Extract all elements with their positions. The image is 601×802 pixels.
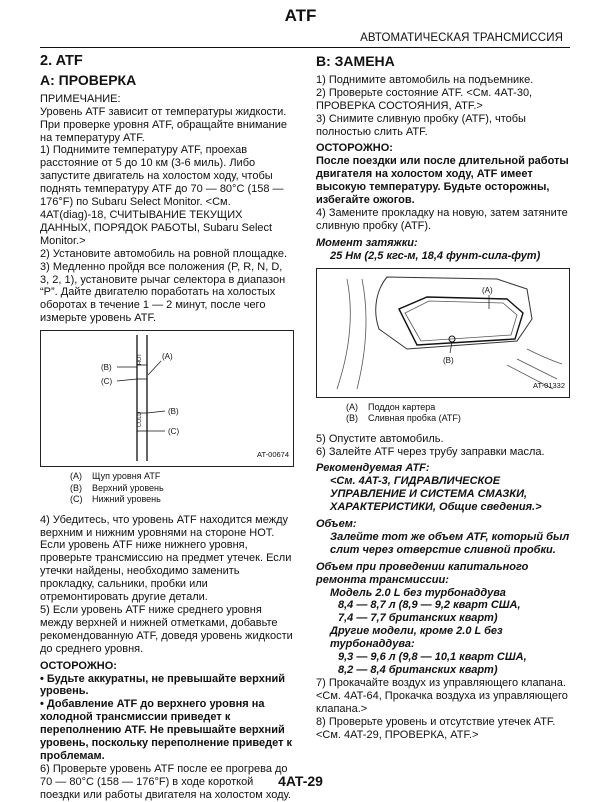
inspect-step-4: 4) Убедитесь, что уровень ATF находится между верхним и нижним уровнями на стороне HOT. Если уровень ATF ниже нижнего уровня, проверьте трансмиссию на предмет утечек. Если утечки найдены, необходимо заменить прокладку, сальники, пробки или отремонтировать другие детали. [40,513,292,604]
left-caution-head: ОСТОРОЖНО: [40,659,117,672]
replace-step-6: 6) Залейте ATF через трубу заправки масла. [316,445,545,458]
volume-head: Объем: [316,518,357,531]
replace-step-4: 4) Замените прокладку на новую, затем затяните сливную пробку (ATF). [316,206,568,232]
fig2-id: AT-01332 [533,380,565,390]
right-column [316,52,570,741]
replacement-title: B: ЗАМЕНА [316,53,395,69]
replace-step-8: 8) Проверьте уровень и отсутствие утечек ATF. <См. 4AT-29, ПРОВЕРКА, ATF.> [316,715,556,741]
fig1-legend-item: (C) Нижний уровень [70,494,161,505]
left-column [40,52,294,802]
fig2-label-a: (A) [482,285,493,295]
fig1-label-a: (A) [162,352,173,362]
torque-value: 25 Нм (2,5 кгс-м, 18,4 фунт-сила-фут) [330,249,541,262]
fig2-legend-item: (B) Сливная пробка (ATF) [346,413,461,424]
left-caution-2: • Добавление ATF до верхнего уровня на холодной трансмиссии приведет к переполнению ATF. Не превышайте верхний уровень, поскольку переполнение приведет к проблемам. [40,698,293,762]
model-2-volume-1: 9,3 — 9,6 л (9,8 — 10,1 кварт США, [338,651,527,664]
fig2-legend-item: (A) Поддон картера [346,401,436,412]
inspect-step-1: 1) Поднимите температуру ATF, проехав расстояние от 5 до 10 км (3-6 миль). Либо запустите двигатель на холостом ходу, чтобы поднять температуру ATF до 70 — 80°C (158 — 176°F) по Subaru Select Monitor. <См. 4AT(diag)-18, СЧИТЫВАНИЕ ТЕКУЩИХ ДАННЫХ, ПОРЯДОК РАБОТЫ, Subaru Select Monitor.> [40,144,284,247]
fig1-label-c-cold: (C) [168,427,180,437]
dipstick-figure [40,330,294,467]
fig1-label-b-hot: (B) [101,363,112,373]
torque-head: Момент затяжки: [316,236,418,249]
replace-step-5: 5) Опустите автомобиль. [316,432,444,445]
fig2-label-b: (B) [443,355,454,365]
left-caution-1: • Будьте аккуратны, не превышайте верхний уровень. [40,672,285,698]
fig1-id: AT-00674 [257,450,289,460]
recommended-atf-head: Рекомендуемая ATF: [316,462,430,475]
note-head: ПРИМЕЧАНИЕ: [40,92,121,105]
replace-step-7: 7) Прокачайте воздух из управляющего клапана. <См. 4AT-64, Прокачка воздуха из управляющего клапана.> [316,676,568,715]
replace-step-3: 3) Снимите сливную пробку (ATF), чтобы полностью слить ATF. [316,112,526,138]
header-rule [40,47,570,48]
page-header-title: ATF [284,6,317,25]
replace-step-1: 1) Поднимите автомобиль на подъемнике. [316,73,534,86]
fig1-legend-item: (A) Щуп уровня ATF [70,471,161,482]
overhaul-volume-head: Объем при проведении капитального ремонта трансмиссии: [316,560,529,586]
right-caution-head: ОСТОРОЖНО: [316,142,393,155]
page-number: 4AT-29 [278,773,323,789]
section-title: 2. ATF [40,53,83,69]
oil-pan-drawing [317,269,569,397]
model-2-volume-2: 8,2 — 8,4 британских кварт) [338,664,498,676]
model-1-volume-1: 8,4 — 8,7 л (8,9 — 9,2 кварт США, [338,599,521,612]
note-body: Уровень ATF зависит от температуры жидкости. При проверке уровня ATF, обращайте внимание на температуру ATF. [40,105,288,144]
model-1-name: Модель 2.0 L без турбонаддува [330,586,506,599]
inspect-step-5: 5) Если уровень ATF ниже среднего уровня между верхней и нижней отметками, добавьте рекомендованную ATF, доведя уровень жидкости до среднего уровня. [40,603,293,655]
fig2-legend [316,402,570,425]
inspect-step-6: 6) Проверьте уровень ATF после ее прогрева до 70 — 80°C (158 — 176°F) в ходе короткой поездки или работы двигателя на холостом ходу. [40,762,291,801]
hot-marking: HOT [137,353,143,366]
fig1-label-b-cold: (B) [168,407,179,417]
oil-pan-figure [316,268,570,398]
replace-step-2: 2) Проверьте состояние ATF. <См. 4AT-30, ПРОВЕРКА СОСТОЯНИЯ, ATF.> [316,86,533,112]
recommended-atf-body: <См. 4AT-3, ГИДРАВЛИЧЕСКОЕ УПРАВЛЕНИЕ И СИСТЕМА СМАЗКИ, ХАРАКТЕРИСТИКИ, Общие сведения.> [330,475,542,514]
fig1-legend [40,471,294,506]
inspect-step-2: 2) Установите автомобиль на ровной площадке. [40,247,288,260]
fig1-label-c-hot: (C) [101,377,113,387]
inspect-step-3: 3) Медленно пройдя все положения (P, R, N, D, 3, 2, 1), установите рычаг селектора в диапазон “P”. Дайте двигателю поработать на холостых оборотах в течение 1 — 2 минут, после чего измерьте уровень ATF. [40,260,286,325]
volume-body: Залейте тот же объем ATF, который был слит через отверстие сливной пробки. [330,530,570,556]
right-caution-body: После поездки или после длительной работы двигателя на холостом ходу, ATF имеет высокую температуру. Будьте осторожны, избегайте ожогов. [316,155,569,207]
inspection-title: A: ПРОВЕРКА [40,71,137,88]
model-1-volume-2: 7,4 — 7,7 британских кварт) [338,612,498,625]
model-2-name: Другие модели, кроме 2.0 L без турбонаддува: [330,625,503,651]
fig1-legend-item: (B) Верхний уровень [70,482,164,493]
cold-marking: COLD [137,411,143,428]
page-header-subtitle: АВТОМАТИЧЕСКАЯ ТРАНСМИССИЯ [360,32,563,44]
